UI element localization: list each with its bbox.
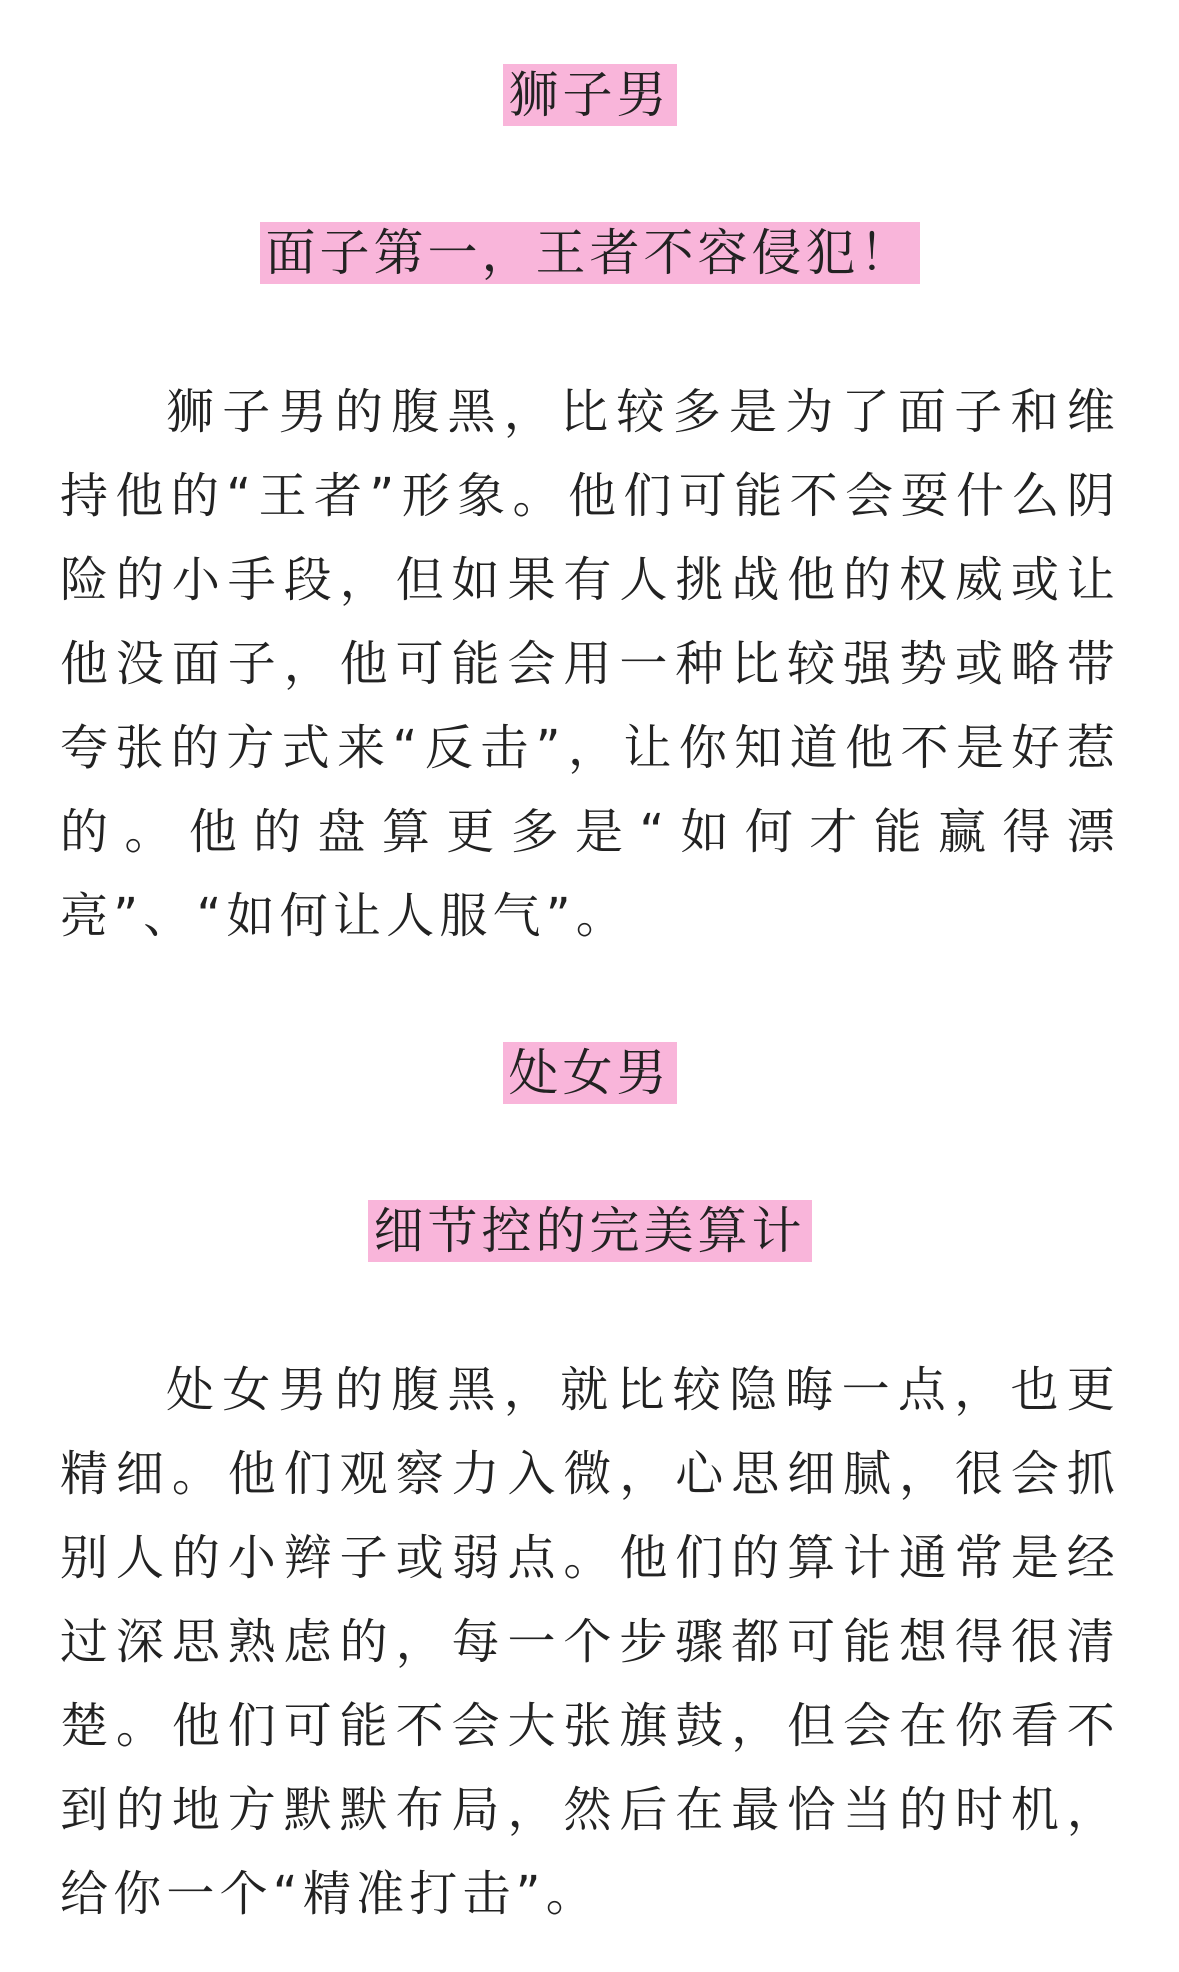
section-title-virgo [0, 1040, 1179, 1106]
section-subtitle-virgo [0, 1198, 1179, 1264]
section-title-leo [0, 62, 1179, 128]
section-title-leo-text: 狮子男 [503, 64, 677, 126]
section-body-leo: 狮子男的腹黑，比较多是为了面子和维持他的“王者”形象。他们可能不会耍什么阴险的小手段，但如果有人挑战他的权威或让他没面子，他可能会用一种比较强势或略带夸张的方式来“反击”，让你知道他不是好惹的。他的盘算更多是“如何才能赢得漂亮”、“如何让人服气”。 [60, 384, 1120, 944]
section-subtitle-leo [0, 220, 1179, 286]
section-body-virgo: 处女男的腹黑，就比较隐晦一点，也更精细。他们观察力入微，心思细腻，很会抓别人的小辫子或弱点。他们的算计通常是经过深思熟虑的，每一个步骤都可能想得很清楚。他们可能不会大张旗鼓，但会在你看不到的地方默默布局，然后在最恰当的时机，给你一个“精准打击”。 [60, 1362, 1120, 1922]
section-title-virgo-text: 处女男 [503, 1042, 677, 1104]
section-subtitle-virgo-text: 细节控的完美算计 [368, 1200, 812, 1262]
section-subtitle-leo-text: 面子第一，王者不容侵犯！ [260, 222, 920, 284]
